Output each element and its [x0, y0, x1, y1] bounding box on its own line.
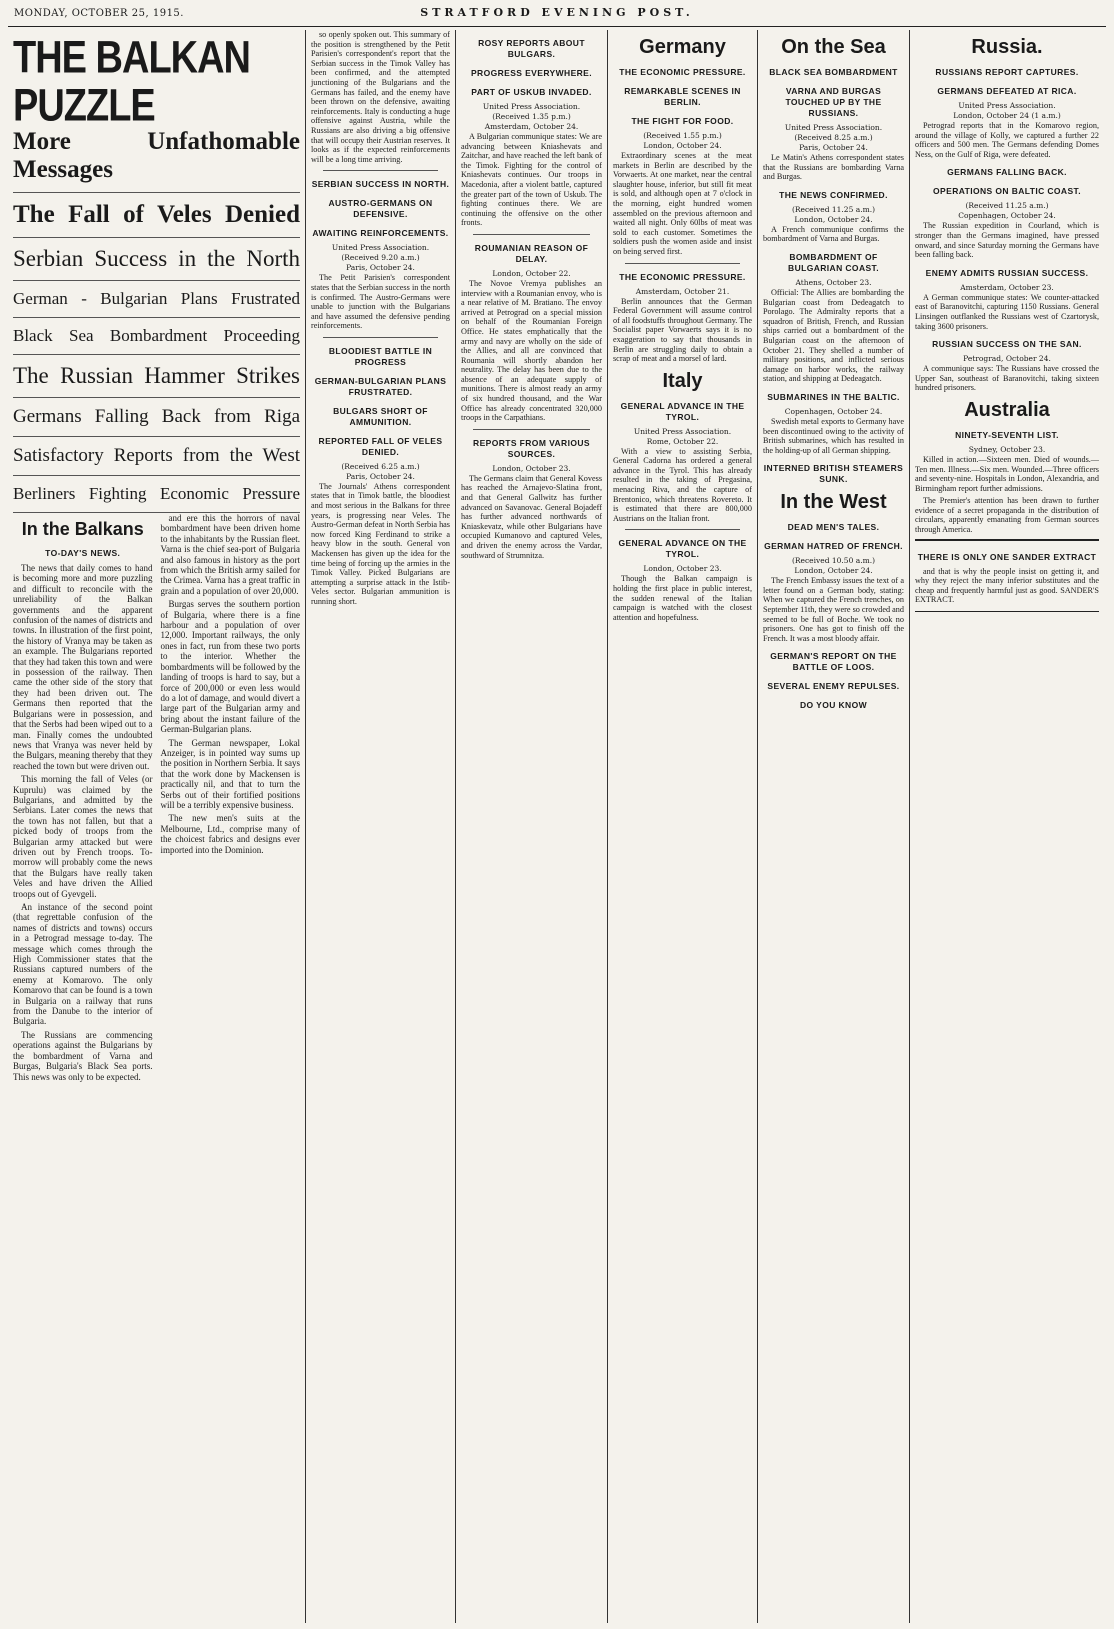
received: (Received 8.25 a.m.)	[794, 133, 873, 142]
agency: United Press Association.	[331, 243, 430, 253]
column-6	[910, 30, 1104, 1623]
paragraph: The Russians are commencing operations against the Bulgarians by the bombardment of Varna and Burgas, Bulgaria's Black Sea ports. This news was only to be expected.	[13, 1029, 153, 1082]
dateline: Athens, October 23.	[795, 277, 872, 287]
dateline: London, October 22.	[492, 268, 571, 278]
column-4	[608, 30, 758, 1623]
headline: GERMANS FALLING BACK.	[947, 167, 1067, 178]
deck-5: Black Sea Bombardment Proceeding	[13, 318, 300, 355]
masthead	[8, 0, 1106, 27]
agency: United Press Association.	[482, 102, 581, 111]
headline: VARNA AND BURGAS TOUCHED UP BY THE RUSSIANS.	[785, 86, 882, 118]
front-article-right	[161, 513, 301, 1085]
dateline: Sydney, October 23.	[968, 444, 1046, 454]
headline: GERMAN'S REPORT ON THE BATTLE OF LOOS.	[770, 651, 897, 673]
headline: SEVERAL ENEMY REPULSES.	[767, 681, 900, 692]
paragraph: The news that daily comes to hand is becoming more and more puzzling and difficult to reconcile with the unreliability of the Balkan governments and the apparent confusion of the names of districts and towns. In illustration of the first point, the history of Vranya may be taken as an example. The Bulgarians reported that they had taken this town and were in possession of the railway. Then came the other side of the story that they had been driven out. The Germans then reported that the Bulgarians were in possession, and that the Serbs had been wiped out to a man. Finally comes the undoubted news that Vranya was never held by the Bulgars, meaning thereby that they reached the town but were driven out.	[13, 563, 153, 771]
deck-4: German - Bulgarian Plans Frustrated	[13, 281, 300, 318]
section-title: Russia.	[971, 36, 1043, 58]
headline: AWAITING REINFORCEMENTS.	[312, 228, 449, 239]
received: (Received 9.20 a.m.)	[341, 253, 420, 263]
dateline: London, October 23.	[643, 564, 722, 574]
dateline: London, October 24.	[643, 141, 722, 150]
headline: GERMAN HATRED OF FRENCH.	[764, 541, 903, 552]
paragraph: This morning the fall of Veles (or Kuprulu) was claimed by the Bulgarians, and admitted by the Serbians. Later comes the news that the town has not fallen, but that a picked body of troops from the Bulgarian army attacked but were driven out by French troops. To-morrow will probably come the news that the Bulgars have really taken Veles and have driven the Allied troops out of Gyevgeli.	[13, 774, 153, 899]
received: (Received 6.25 a.m.)	[341, 461, 420, 471]
dateline: Petrograd, October 24.	[963, 354, 1051, 364]
headline: INTERNED BRITISH STEAMERS SUNK.	[763, 463, 904, 485]
headline: AUSTRO-GERMANS ON DEFENSIVE.	[328, 198, 433, 220]
column-3	[456, 30, 608, 1623]
paragraph: The Novoe Vremya publishes an interview with a Roumanian envoy, who is a near relative of M. Bratiano. The envoy arrived at Petrograd on a special mission on behalf of the Roumanian Foreign Office. He states emphatically that the army and navy are wholly on the side of the Allies, and all are convinced that Roumania will shortly abandon her neutrality. The delay has been due to the absence of an adequate supply of munitions. There is almost ready an army of six hundred thousand, and the War Office has already concentrated 320,000 troops in the Carpathians.	[461, 278, 602, 423]
dateline: Copenhagen, October 24.	[784, 406, 883, 416]
headline: ROUMANIAN REASON OF DELAY.	[474, 242, 589, 264]
received: (Received 1.55 p.m.)	[643, 131, 722, 140]
headline: BLOODIEST BATTLE IN PROGRESS	[328, 345, 433, 367]
headline: NINETY-SEVENTH LIST.	[955, 429, 1059, 440]
paragraph: Official: The Allies are bombarding the Bulgarian coast from Dedeagatch to Porolago. The Admiralty reports that a squadron of British, French, and Russian ships carried out a bombardment of the Bulgarian coast on the afternoon of October 21. They shelled a number of military positions, and inflicted serious damage on harbor works, the railway station, and shipping at Dedeagatch.	[763, 287, 904, 384]
advertisement	[915, 539, 1099, 612]
headline: GERMANS DEFEATED AT RICA.	[937, 86, 1077, 96]
dateline: Paris, October 24.	[346, 263, 415, 273]
divider	[473, 234, 590, 235]
headline: ENEMY ADMITS RUSSIAN SUCCESS.	[925, 267, 1089, 278]
deck-1: More Unfathomable Messages	[13, 120, 300, 193]
section-title: In the Balkans	[21, 519, 144, 539]
dateline: Amsterdam, October 21.	[635, 286, 730, 296]
agency: United Press Association.	[958, 101, 1056, 110]
divider	[625, 529, 740, 530]
dateline: Paris, October 24.	[346, 471, 415, 481]
headline: PROGRESS EVERYWHERE.	[470, 68, 593, 78]
paragraph: The Russian expedition in Courland, which is stronger than the Germans imagined, have pressed onward, and since Saturday morning the Germans have been falling back.	[915, 221, 1099, 260]
paragraph: and ere this the horrors of naval bombardment have been driven home to the inhabitants by the Russian fleet. Varna is the chief sea-port of Bulgaria and also famous in history as the port from which the British army sailed for the Crimea. Varna has a great traffic in grain and a population of over 20,000.	[160, 513, 300, 596]
paragraph: The French Embassy issues the text of a letter found on a German body, stating: When we captured the French trenches, on September 11th, they were so crowded and seemed to be full of Boche. We took no prisoners. One has got to finish off the French. It was a most bloody affair.	[763, 576, 904, 643]
paragraph: The Petit Parisien's correspondent states that the Serbian success in the north is confirmed. The Austro-Germans were unable to junction with the Bulgarians and have assumed the defensive pending reinforcements.	[311, 273, 450, 331]
paragraph: The Germans claim that General Kovess has reached the Arnajevo-Slatina front, and that General Gallwitz has further advanced on Savanovac. General Bojadeff has further advanced northwards of Kniaskevatz, while other Bulgarians have occupied Kumanovo and captured Veles, and driven the enemy across the Vardar, southward of Strumnitza.	[461, 473, 602, 560]
section-title: Australia	[964, 398, 1050, 421]
headline: GENERAL ADVANCE IN THE TYROL.	[620, 400, 745, 422]
dateline: Paris, October 24.	[799, 143, 868, 152]
headline: DEAD MEN'S TALES.	[787, 522, 880, 533]
deck-2: The Fall of Veles Denied	[13, 193, 300, 238]
dateline: Amsterdam, October 24.	[484, 122, 579, 131]
dateline: Amsterdam, October 23.	[960, 282, 1054, 292]
deck-3: Serbian Success in the North	[13, 238, 300, 281]
column-2	[306, 30, 456, 1623]
dateline: Copenhagen, October 24.	[958, 211, 1056, 221]
headline: REPORTS FROM VARIOUS SOURCES.	[473, 437, 590, 459]
headline: THE ECONOMIC PRESSURE.	[619, 271, 746, 282]
section-title: In the West	[780, 491, 887, 514]
ad-headline: THERE IS ONLY ONE SANDER EXTRACT	[917, 551, 1097, 562]
agency: United Press Association.	[633, 426, 732, 436]
dateline: London, October 24.	[794, 566, 873, 576]
paragraph: A French communique confirms the bombardment of Varna and Burgas.	[763, 224, 904, 244]
paragraph: A German communique states: We counter-attacked east of Baranovitchi, capturing 1150 Russians. General Linsingen outflanked the Russians west of Czartorysk, taking 3600 prisoners.	[915, 292, 1099, 331]
ad-text: and that is why the people insist on getting it, and why they reject the many inferior substitutes and the cheap and frequently harmful just as good. SANDER'S EXTRACT.	[915, 566, 1099, 605]
banner-headline: THE BALKAN PUZZLE	[13, 32, 250, 132]
deck-6: The Russian Hammer Strikes	[13, 355, 300, 398]
received: (Received 1.35 p.m.)	[492, 112, 571, 121]
paragraph: Swedish metal exports to Germany have been discontinued owing to the activity of British submarines, which has resulted in the holding-up of all German shipping.	[763, 416, 904, 455]
deck-9: Berliners Fighting Economic Pressure	[13, 476, 300, 513]
paragraph: Though the Balkan campaign is holding the first place in public interest, the sudden renewal of the Italian campaign is watched with the closest attention and hopefulness.	[613, 574, 752, 622]
dateline: London, October 24 (1 a.m.)	[953, 111, 1061, 120]
paragraph: Extraordinary scenes at the meat markets in Berlin are described by the Vorwaerts. At one market, near the central slaughter house, inferior, but still fit meat is sold, and although open at 7 o'clock in the morning, eight hundred women assembled on the previous afternoon and waited all night. Only 60lbs of meat was sold to each customer. Sometimes the soldiers push the women aside and insist on being served first.	[613, 151, 752, 256]
headline: OPERATIONS ON BALTIC COAST.	[933, 186, 1081, 197]
issue-date: MONDAY, OCTOBER 25, 1915.	[14, 8, 184, 19]
deck-7: Germans Falling Back from Riga	[13, 398, 300, 437]
column-5	[758, 30, 910, 1623]
headline: THE ECONOMIC PRESSURE.	[619, 67, 746, 77]
paragraph: Petrograd reports that in the Komarovo region, around the village of Kolly, we captured a further 22 officers and 500 men. The Germans defending Domes Ness, on the Gulf of Riga, were defeated.	[915, 121, 1099, 159]
divider	[323, 170, 438, 171]
paragraph: The Premier's attention has been drawn to further evidence of a secret propaganda in the distribution of circulars, apparently emanating from German sources through America.	[915, 496, 1099, 535]
paragraph: Killed in action.—Sixteen men. Died of wounds.—Ten men. Illness.—Six men. Wounded.—Three officers and seventy-nine. Hospitals in London, Alexandria, and Birmingham report further admissions.	[915, 454, 1099, 493]
divider	[323, 337, 438, 338]
headline: RUSSIAN SUCCESS ON THE SAN.	[932, 339, 1082, 350]
paragraph: With a view to assisting Serbia, General Cadorna has ordered a general advance in the Tyrol. This has already resulted in the taking of Pregasina, menacing Riva, and the capture of Brentonico, which threatens Rovereto. It is estimated that there are 800,000 Austrians on the Italian front.	[613, 446, 752, 523]
paragraph: The Journals' Athens correspondent states that in Timok battle, the bloodiest and most serious in the Balkans for three years, is progressing near Veles. The Austro-German defeat in North Serbia has now forced King Ferdinand to strike a heavy blow in the south. General von Mackensen has given up the idea for the time being of forcing up the armies in the Timok Valley. Picked Bulgarians are attempting a surprise attack in the Istib-Veles sector. Bulgarian ammunition is running short.	[311, 481, 450, 606]
newspaper-title: STRATFORD EVENING POST.	[420, 6, 694, 19]
received: (Received 11.25 a.m.)	[965, 201, 1049, 211]
headline: REMARKABLE SCENES IN BERLIN.	[624, 86, 741, 107]
dateline: Rome, October 22.	[646, 436, 719, 446]
headline: BULGARS SHORT OF AMMUNITION.	[333, 405, 428, 427]
section-title: Italy	[662, 369, 703, 392]
headline: GERMAN-BULGARIAN PLANS FRUSTRATED.	[314, 375, 447, 397]
divider	[473, 429, 590, 430]
paragraph: Berlin announces that the German Federal Government will assume control of all foodstuffs throughout Germany. The Socialist paper Vorwaerts says it is no exaggeration to say that thousands in Berlin are struggling daily to obtain a scrap of meat and a morsel of lard.	[613, 296, 752, 364]
headline: SERBIAN SUCCESS IN NORTH.	[311, 179, 450, 190]
paragraph: so openly spoken out. This summary of the position is strengthened by the Petit Parisien's correspondent's report that the Serbian success in the Timok Valley has been confirmed, and the attempted junctioning of the Bulgarians and the Germans has failed, and the enemy have been thrown on the defensive, awaiting reinforcements. Italy is conducting a huge offensive against Austria, while the Russians are also driving a big offensive that will occupy their Austrian reserves. It looks as if the expected reinforcements will be a long time arriving.	[311, 30, 450, 164]
headline: BLACK SEA BOMBARDMENT	[769, 67, 898, 77]
paragraph: Le Matin's Athens correspondent states that the Russians are bombarding Varna and Burgas.	[763, 153, 904, 182]
section-title: On the Sea	[781, 36, 886, 58]
paragraph: A Bulgarian communique states: We are advancing between Kniashevats and Zaitchar, and have reached the left bank of the Timok. Fighting for the control of Kniashevats continues. Our troops in Macedonia, after a violent battle, captured the greater part of the town of Uskub. The fighting continues there. We are continuing the offensive on the other fronts.	[461, 132, 602, 228]
paragraph: Burgas serves the southern portion of Bulgaria, where there is a fine harbour and a population of over 12,000. Important railways, the only ones in fact, run from these two ports to the interior. Whether the bombardments will be followed by the landing of troops is hard to say, but a force of 200,000 or even less would do a lot of damage, and would divert a large part of the Bulgarian army and bring about the instant failure of the German-Bulgarian plans.	[160, 599, 300, 735]
agency: United Press Association.	[784, 123, 883, 132]
headline: SUBMARINES IN THE BALTIC.	[767, 391, 900, 402]
received: (Received 11.25 a.m.)	[791, 204, 876, 214]
headline: PART OF USKUB INVADED.	[471, 87, 592, 97]
headline: THE NEWS CONFIRMED.	[779, 189, 888, 200]
front-article	[13, 513, 300, 1085]
deck-8: Satisfactory Reports from the West	[13, 437, 300, 476]
paragraph: The new men's suits at the Melbourne, Ltd., comprise many of the choicest fabrics and designs ever imported into the Dominion.	[160, 813, 300, 855]
front-article-left	[13, 513, 153, 1085]
paragraph: An instance of the second point (that regrettable confusion of the names of districts and towns) occurs in a Petrograd message to-day. The message which comes through the High Commissioner states that the Russians captured numbers of the enemy at Komarovo. The only Komarovo that can be found is a town in Bulgaria on a railway that runs from the Danube to the interior of Bulgaria.	[13, 902, 153, 1027]
headline: RUSSIANS REPORT CAPTURES.	[935, 67, 1079, 77]
headline: ROSY REPORTS ABOUT BULGARS.	[478, 38, 585, 59]
subhead: TO-DAY'S NEWS.	[45, 548, 121, 558]
divider	[625, 263, 740, 264]
headline: DO YOU KNOW	[799, 700, 868, 711]
headline: GENERAL ADVANCE ON THE TYROL.	[618, 538, 747, 560]
paragraph: The German newspaper, Lokal Anzeiger, is in pointed way sums up the position in Northern Serbia. It says that the work done by Mackensen is practically nil, and that to turn the Serbs out of their fortified positions will be a terribly expensive business.	[160, 737, 300, 810]
headline: THE FIGHT FOR FOOD.	[631, 116, 734, 126]
received: (Received 10.50 a.m.)	[791, 556, 876, 566]
paragraph: A communique says: The Russians have crossed the Upper San, southeast of Baranovitchi, taking sixteen hundred prisoners.	[915, 364, 1099, 393]
column-front	[8, 30, 306, 1623]
dateline: London, October 24.	[794, 214, 873, 224]
headline: BOMBARDMENT OF BULGARIAN COAST.	[788, 251, 879, 273]
columns	[8, 30, 1106, 1623]
headline: REPORTED FALL OF VELES DENIED.	[318, 435, 443, 457]
section-title: Germany	[639, 36, 726, 58]
dateline: London, October 23.	[492, 463, 571, 473]
